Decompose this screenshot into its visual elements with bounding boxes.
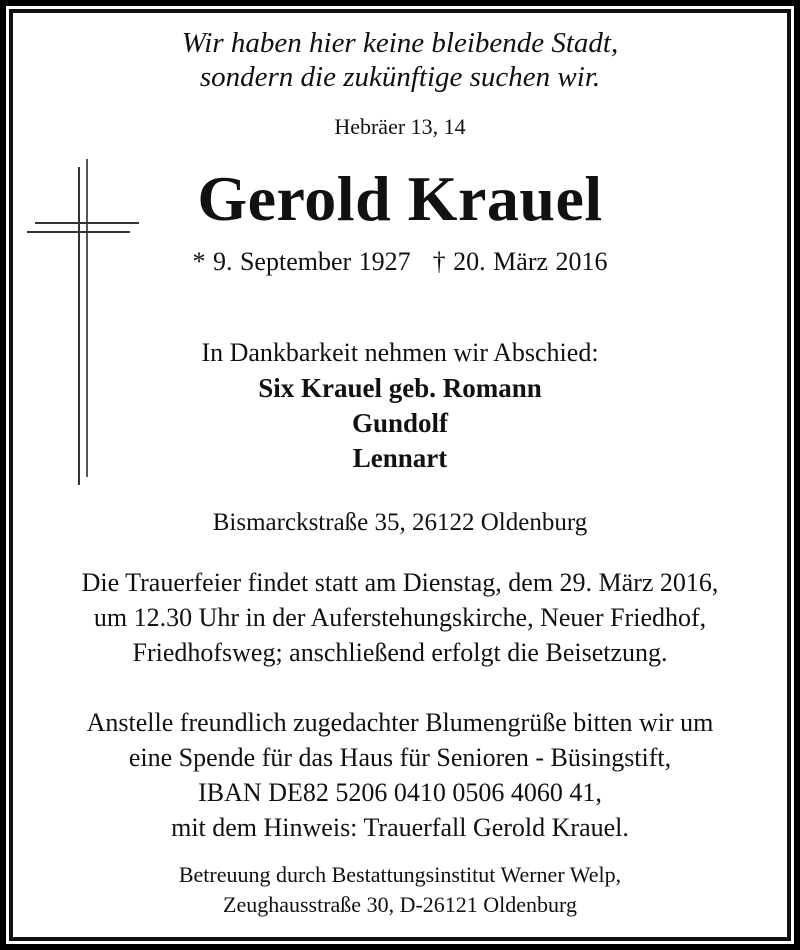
quote-line: sondern die zukünftige suchen wir. — [199, 61, 601, 93]
donation-iban: IBAN DE82 5206 0410 0506 4060 41, — [198, 778, 602, 807]
donation-line: Anstelle freundlich zugedachter Blumengrüße bitten wir um — [86, 708, 714, 737]
deceased-name: Gerold Krauel — [197, 163, 603, 234]
donation-line: eine Spende für das Haus für Senioren - Büsingstift, — [128, 743, 672, 772]
mourner-name: Gundolf — [351, 408, 449, 438]
undertaker-info — [0, 860, 800, 920]
ceremony-details — [0, 565, 800, 670]
quote-line: Wir haben hier keine bleibende Stadt, — [181, 27, 619, 59]
ceremony-line: Die Trauerfeier findet statt am Dienstag, dem 29. März 2016, — [81, 568, 719, 597]
undertaker-line: Betreuung durch Bestattungsinstitut Werner Welp, — [178, 862, 622, 887]
donation-request — [0, 705, 800, 845]
life-dates — [0, 246, 800, 277]
mourner-name: Lennart — [352, 443, 448, 473]
donation-line: mit dem Hinweis: Trauerfall Gerold Krauel. — [171, 813, 629, 842]
mourner-name: Six Krauel geb. Romann — [258, 373, 542, 403]
ceremony-line: Friedhofsweg; anschließend erfolgt die Beisetzung. — [132, 638, 668, 667]
bible-quote — [0, 26, 800, 94]
birth-date: * 9. September 1927 — [192, 247, 411, 276]
ceremony-line: um 12.30 Uhr in der Auferstehungskirche, Neuer Friedhof, — [93, 603, 707, 632]
mourner-names — [0, 371, 800, 476]
death-date: † 20. März 2016 — [432, 247, 608, 276]
bible-reference: Hebräer 13, 14 — [334, 114, 466, 139]
farewell-intro: In Dankbarkeit nehmen wir Abschied: — [201, 338, 599, 367]
undertaker-line: Zeughausstraße 30, D-26121 Oldenburg — [223, 892, 577, 917]
family-address: Bismarckstraße 35, 26122 Oldenburg — [212, 509, 588, 536]
